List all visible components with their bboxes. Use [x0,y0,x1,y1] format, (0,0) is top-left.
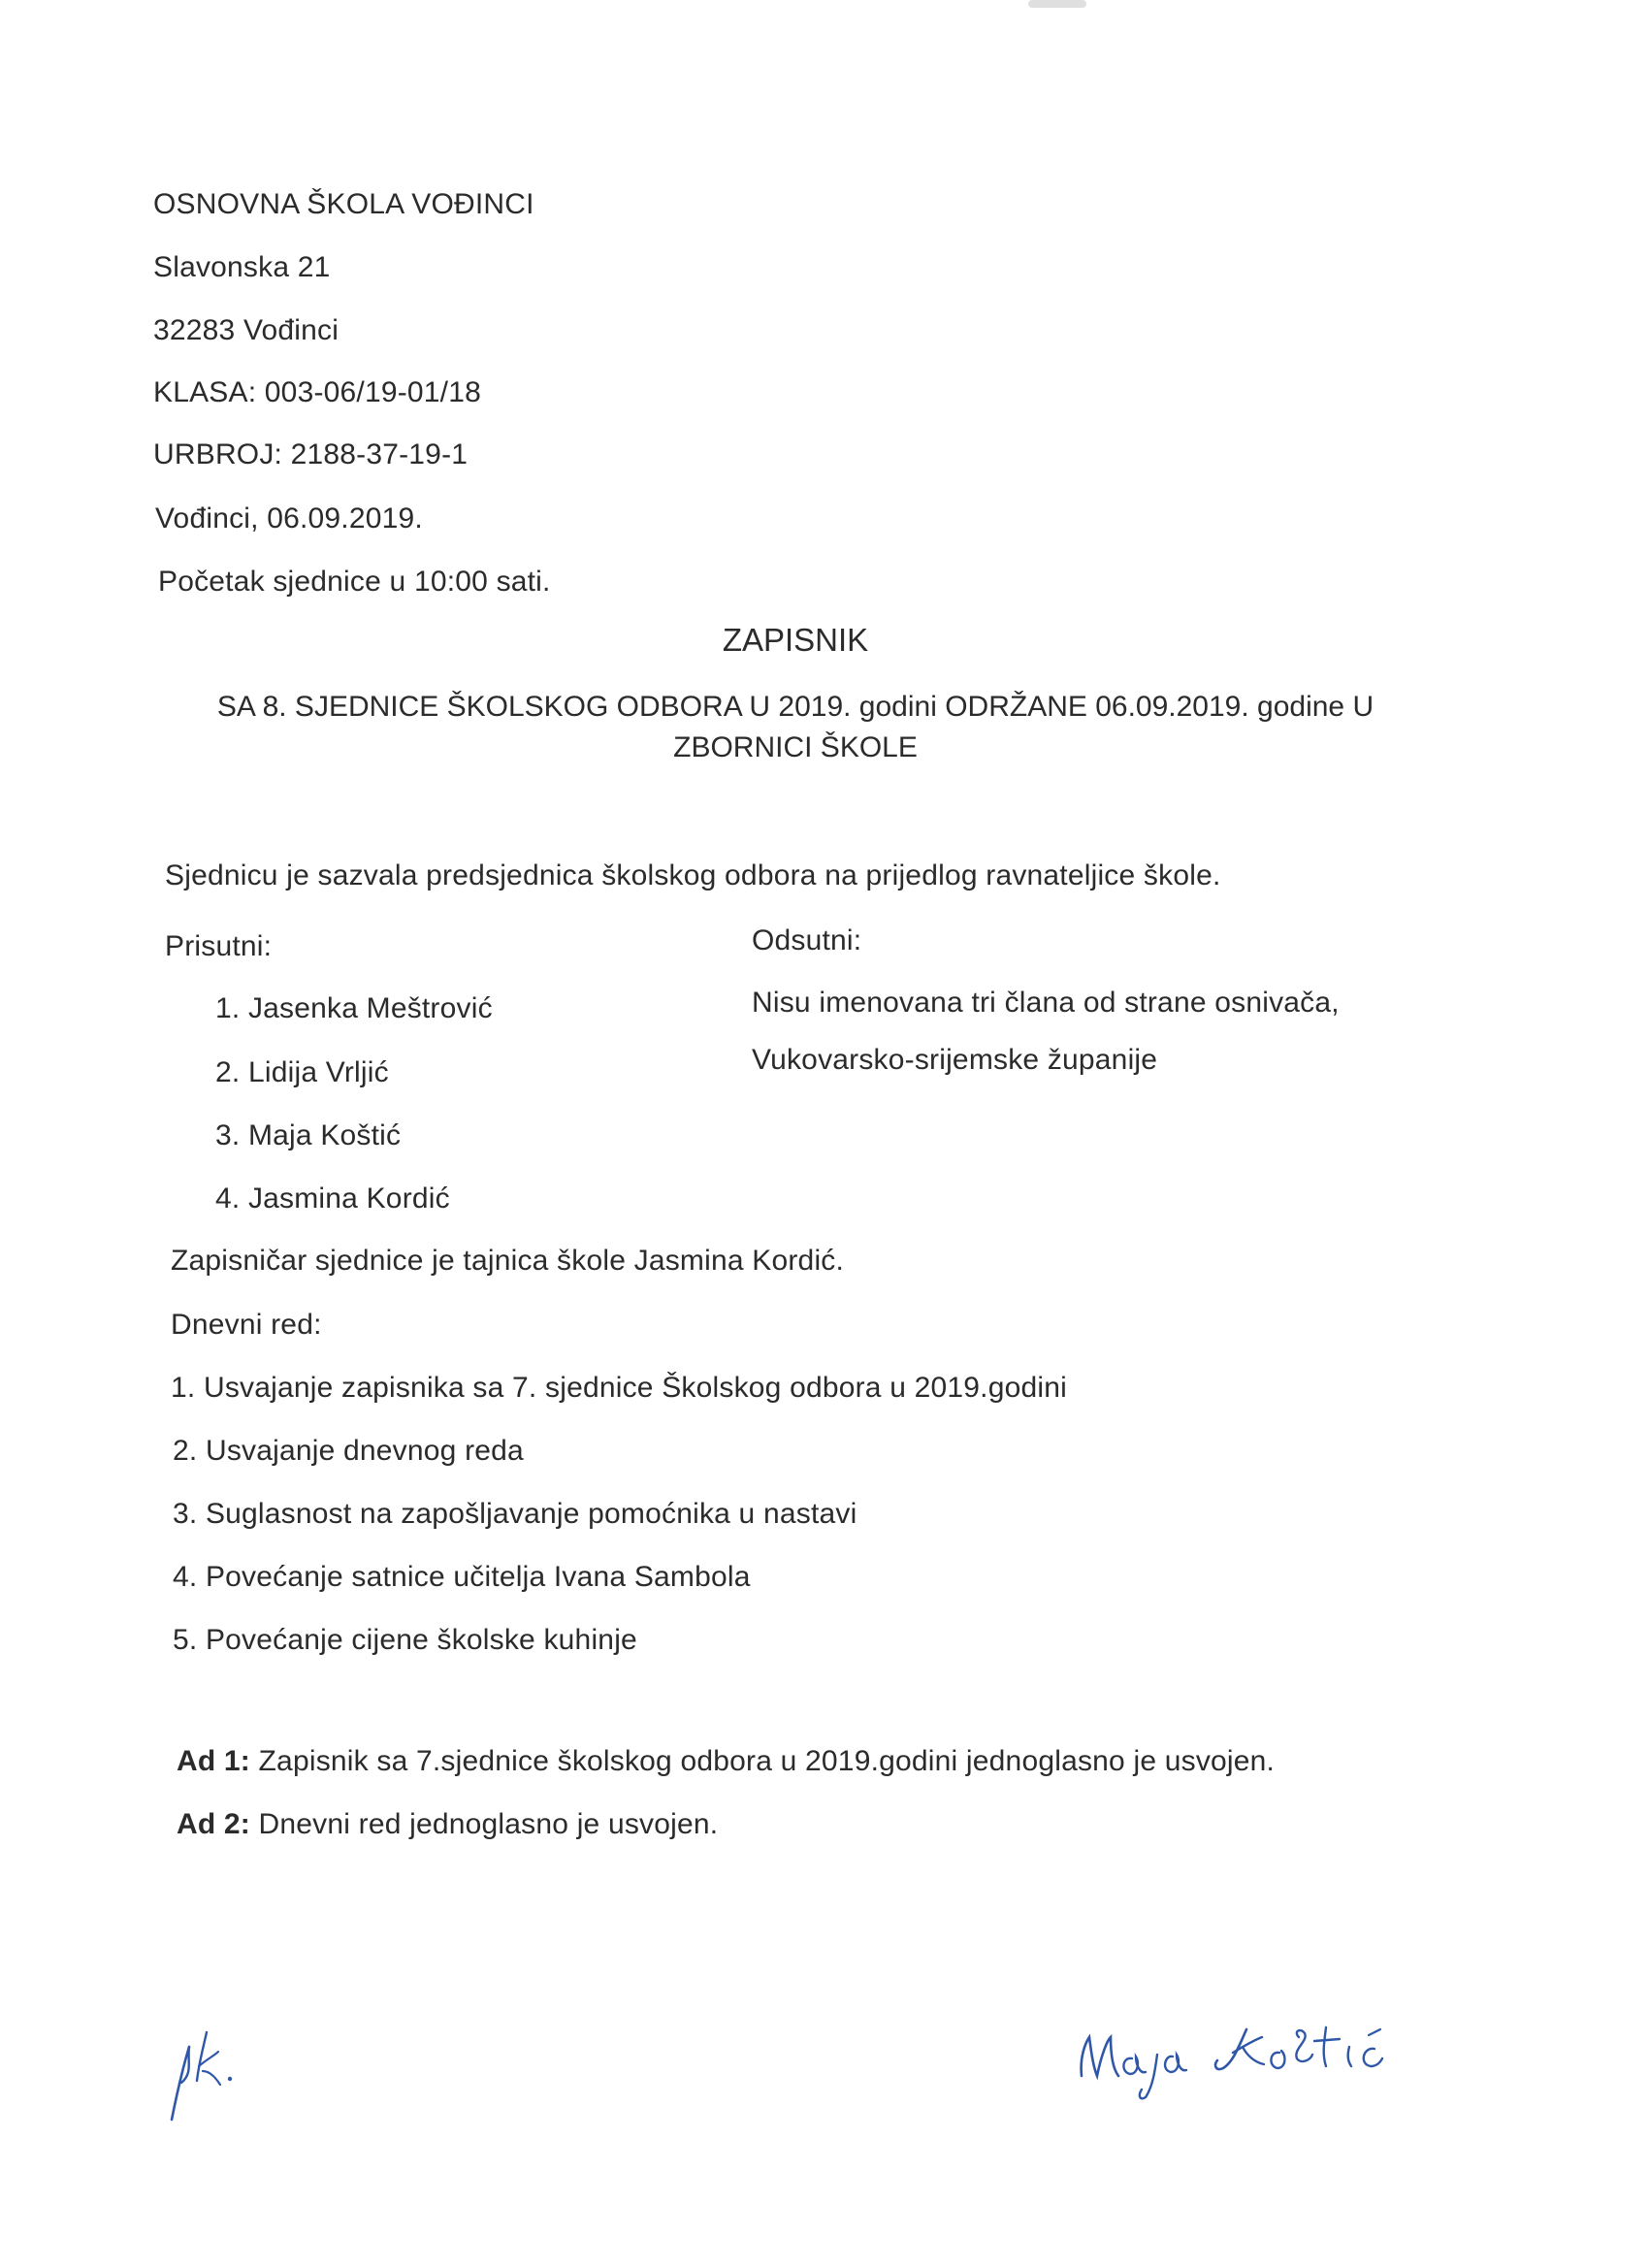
present-member: 1. Jasenka Meštrović [215,992,493,1024]
resolution-text: Zapisnik sa 7.sjednice školskog odbora u 2019.godini jednoglasno je usvojen. [250,1745,1276,1777]
start-time: Početak sjednice u 10:00 sati. [158,566,551,598]
left-signature [160,2023,267,2129]
agenda-item: 1. Usvajanje zapisnika sa 7. sjednice Školskog odbora u 2019.godini [171,1372,1067,1404]
postal-city: 32283 Vođinci [153,314,340,346]
scan-artifact [1028,0,1086,8]
place-date: Vođinci, 06.09.2019. [155,502,423,535]
absent-note: Vukovarsko-srijemske županije [752,1044,1158,1076]
present-member: 2. Lidija Vrljić [215,1056,389,1088]
recorder-text: Zapisničar sjednice je tajnica škole Jasmina Kordić. [171,1245,845,1277]
school-name: OSNOVNA ŠKOLA VOĐINCI [153,188,534,220]
subtitle-line-2: ZBORNICI ŠKOLE [673,731,918,763]
resolution-text: Dnevni red jednoglasno je usvojen. [250,1808,719,1840]
intro-text: Sjednicu je sazvala predsjednica školskog odbora na prijedlog ravnateljice škole. [165,859,1221,891]
present-member: 4. Jasmina Kordić [215,1183,450,1215]
klasa: KLASA: 003-06/19-01/18 [153,376,481,408]
subtitle-line-1: SA 8. SJEDNICE ŠKOLSKOG ODBORA U 2019. godini ODRŽANE 06.09.2019. godine U [216,691,1374,723]
agenda-item: 4. Povećanje satnice učitelja Ivana Sambola [173,1561,751,1593]
absent-note: Nisu imenovana tri člana od strane osnivača, [752,987,1340,1019]
agenda-label: Dnevni red: [171,1309,322,1341]
agenda-item: 3. Suglasnost na zapošljavanje pomoćnika u nastavi [173,1498,857,1530]
street-address: Slavonska 21 [153,251,331,283]
resolution-ad-1 [177,1744,1275,1779]
present-label: Prisutni: [165,930,273,962]
resolution-label: Ad 2: [177,1808,250,1840]
resolution-ad-2 [177,1807,718,1842]
document-title: ZAPISNIK [722,622,869,658]
agenda-item: 5. Povećanje cijene školske kuhinje [173,1624,637,1656]
resolution-label: Ad 1: [177,1745,250,1777]
absent-label: Odsutni: [752,924,862,956]
right-signature [1072,2008,1421,2105]
urbroj: URBROJ: 2188-37-19-1 [153,438,469,470]
present-member: 3. Maja Koštić [215,1119,402,1151]
agenda-item: 2. Usvajanje dnevnog reda [173,1435,524,1467]
